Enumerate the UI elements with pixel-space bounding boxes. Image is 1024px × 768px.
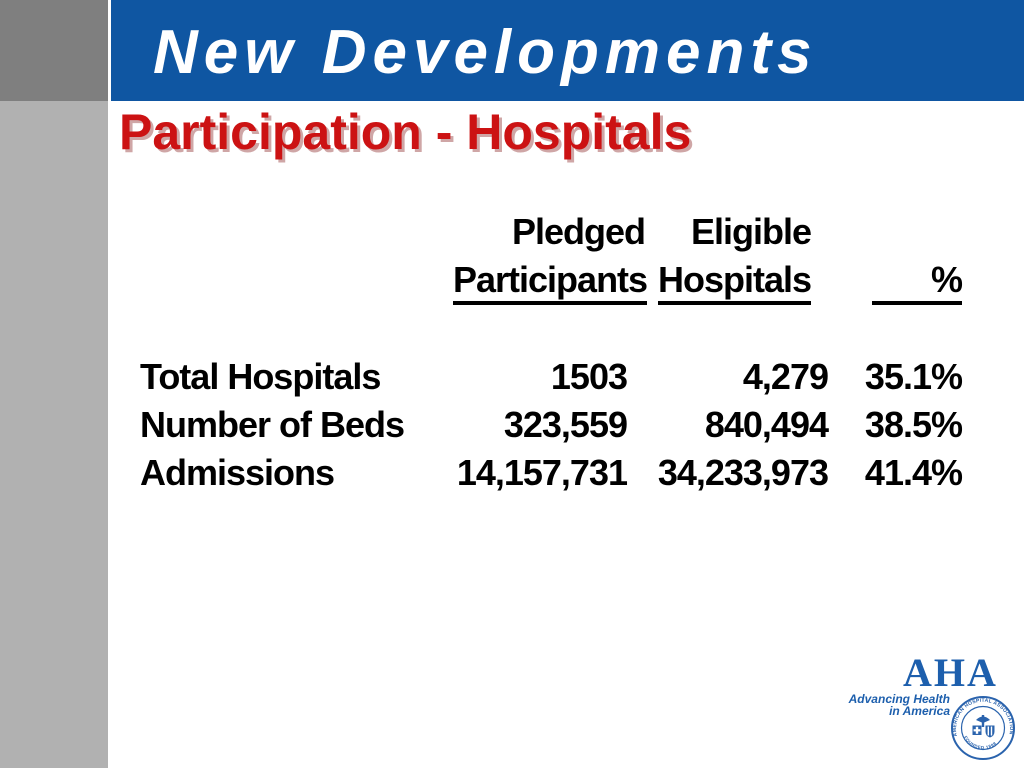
participation-table: [140, 208, 962, 497]
header-hospitals: [610, 256, 811, 305]
header-spacer-cell: [828, 208, 962, 256]
number-of-beds-percent: 38.5%: [864, 404, 962, 445]
header-participants-label: Participants: [453, 259, 647, 305]
title-banner: [111, 0, 1024, 101]
aha-logo-wordmark: AHA: [903, 650, 998, 695]
seal-text-top: AMERICAN HOSPITAL ASSOCIATION: [951, 697, 1015, 737]
admissions-percent: 41.4%: [864, 452, 962, 493]
header-hospitals-label: Hospitals: [658, 259, 811, 305]
seal-text-bottom: FOUNDED 1898: [963, 735, 998, 751]
sidebar-accent-bar: [0, 0, 108, 768]
header-percent: [828, 256, 962, 305]
aha-seal-icon: [950, 695, 1016, 761]
sidebar-top-block: [0, 0, 108, 101]
admissions-eligible: 34,233,973: [657, 452, 828, 493]
total-hospitals-percent: 35.1%: [864, 356, 962, 397]
total-hospitals-pledged: 1503: [550, 356, 627, 397]
number-of-beds-pledged: 323,559: [503, 404, 627, 445]
aha-logo-tagline: [845, 693, 950, 717]
number-of-beds-eligible: 840,494: [704, 404, 828, 445]
page-title: Participation - Hospitals: [119, 104, 692, 160]
aha-tagline-line2: in America: [889, 704, 950, 718]
row-label-number-of-beds: Number of Beds: [140, 404, 405, 445]
table-blank-row: [140, 305, 962, 353]
banner-title: New Developments: [153, 18, 818, 87]
row-label-admissions: Admissions: [140, 452, 335, 493]
row-label-total-hospitals: Total Hospitals: [140, 356, 381, 397]
header-spacer-cell: [140, 256, 435, 305]
admissions-pledged: 14,157,731: [456, 452, 627, 493]
header-eligible: Eligible: [690, 211, 811, 252]
header-percent-label: %: [872, 259, 962, 305]
total-hospitals-eligible: 4,279: [742, 356, 828, 397]
header-spacer-cell: [140, 208, 435, 256]
header-pledged: Pledged: [511, 211, 645, 252]
aha-tagline-line1: Advancing Health: [848, 692, 950, 706]
